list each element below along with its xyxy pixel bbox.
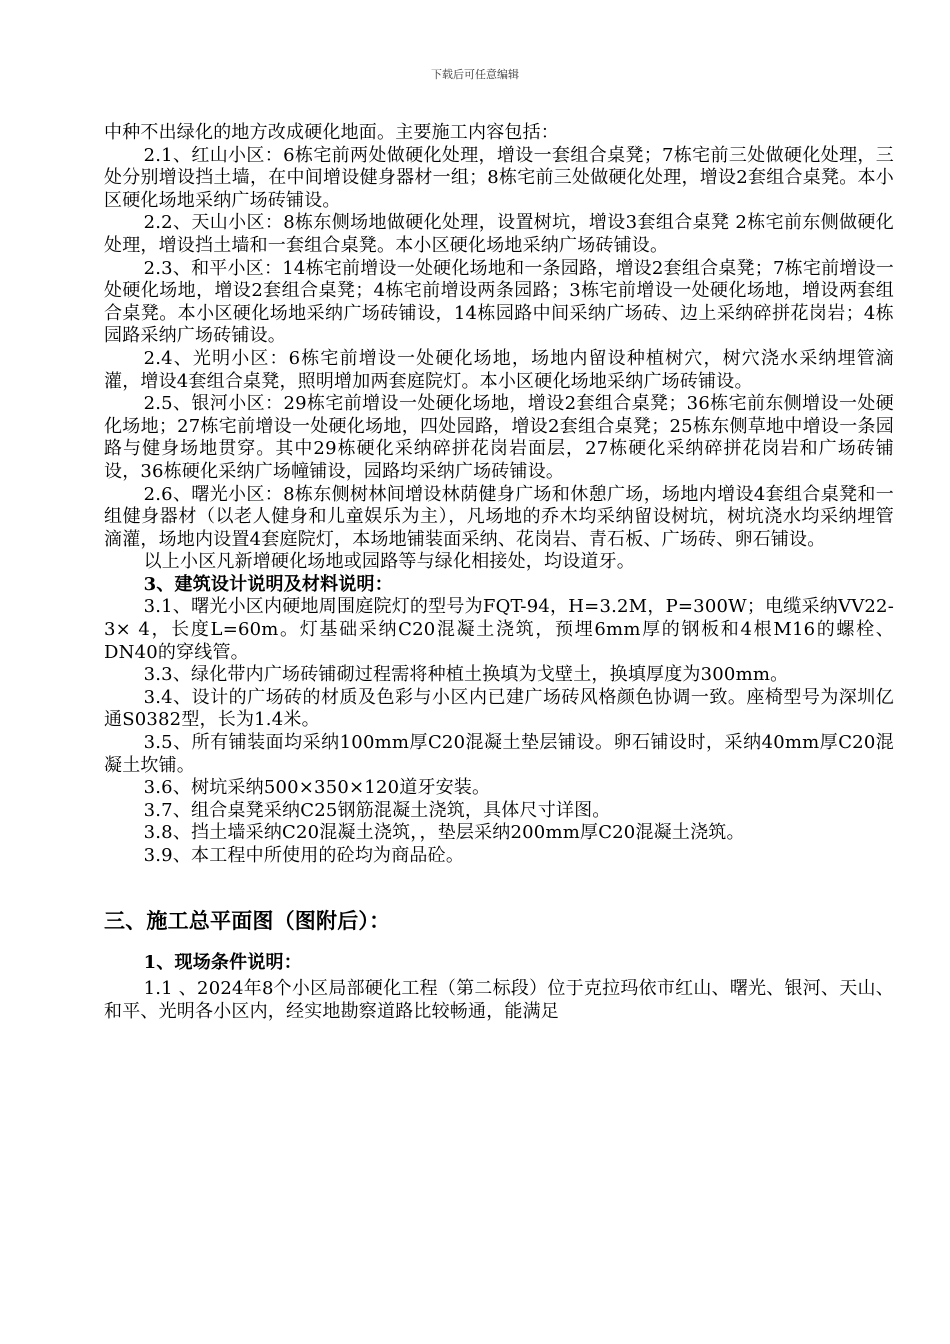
paragraph-3-8: 3.8、挡土墙采纳C20混凝土浇筑，，垫层采纳200mm厚C20混凝土浇筑。 — [143, 822, 745, 844]
paragraph-tianshan: 2.2、天山小区：8栋东侧场地做硬化处理，设置树坑，增设3套组合桌凳 2栋宅前东侧做硬化处理，增设挡土墙和一套组合桌凳。本小区硬化场地采纳广场砖铺设。 — [104, 212, 894, 256]
paragraph-3-3: 3.3、绿化带内广场砖铺砌过程需将种植土换填为戈壁土，换填厚度为300mm。 — [143, 664, 789, 686]
page-header: 下载后可任意编辑 — [431, 68, 519, 81]
paragraph-3-7: 3.7、组合桌凳采纳C25钢筋混凝土浇筑，具体尺寸详图。 — [143, 799, 611, 821]
paragraph-hongshan: 2.1、红山小区：6栋宅前两处做硬化处理，增设一套组合桌凳；7栋宅前三处做硬化处理，三处分别增设挡土墙，在中间增设健身器材一组；8栋宅前三处做硬化处理，增设2套组合桌凳。本小区硬化场地采纳广场砖铺设。 — [104, 144, 894, 211]
paragraph-continuation: 中种不出绿化的地方改成硬化地面。主要施工内容包括： — [104, 122, 559, 143]
section-title-site-plan: 三、施工总平面图（图附后）： — [104, 907, 391, 933]
paragraph-road-edge: 以上小区凡新增硬化场地或园路等与绿化相接处，均设道牙。 — [143, 551, 635, 573]
paragraph-3-9: 3.9、本工程中所使用的砼均为商品砼。 — [143, 845, 465, 866]
paragraph-3-5: 3.5、所有铺装面均采纳100mm厚C20混凝土垫层铺设。卵石铺设时，采纳40mm厚C20混凝土坎铺。 — [104, 732, 894, 776]
document-body — [104, 122, 894, 1023]
paragraph-shuguang: 2.6、曙光小区：8栋东侧树林间增设林荫健身广场和休憩广场，场地内增设4套组合桌凳和一组健身器材（以老人健身和儿童娱乐为主），凡场地的乔木均采纳留设树坑，树坑浇水均采纳埋管滴灌，场地内设置4套庭院灯，本场地铺装面采纳、花岗岩、青石板、广场砖、卵石铺设。 — [104, 483, 894, 550]
paragraph-3-6: 3.6、树坑采纳500×350×120道牙安装。 — [143, 777, 491, 799]
paragraph-3-4: 3.4、设计的广场砖的材质及色彩与小区内已建广场砖风格颜色协调一致。座椅型号为深圳亿通S0382型，长为1.4米。 — [104, 686, 894, 731]
heading-architecture-notes: 3、建筑设计说明及材料说明： — [143, 573, 393, 595]
subheading-site-conditions: 1、现场条件说明： — [143, 951, 302, 973]
paragraph-3-1: 3.1、曙光小区内硬地周围庭院灯的型号为FQT-94，H=3.2M，P=300W；电缆采纳VV22-3× 4，长度L=60m。灯基础采纳C20混凝土浇筑，预埋6mm厚的钢板和4根M16的螺栓、DN40的穿线管。 — [104, 596, 894, 663]
paragraph-1-1: 1.1 、2024年8个小区局部硬化工程（第二标段）位于克拉玛依市红山、曙光、银河、天山、和平、光明各小区内，经实地勘察道路比较畅通，能满足 — [104, 978, 894, 1022]
paragraph-guangming: 2.4、光明小区：6栋宅前增设一处硬化场地，场地内留设种植树穴，树穴浇水采纳埋管滴灌，增设4套组合桌凳，照明增加两套庭院灯。本小区硬化场地采纳广场砖铺设。 — [104, 347, 894, 392]
paragraph-yinhe: 2.5、银河小区：29栋宅前增设一处硬化场地，增设2套组合桌凳；36栋宅前东侧增设一处硬化场地；27栋宅前增设一处硬化场地，四处园路，增设2套组合桌凳；25栋东侧草地中增设一条园路与健身场地贯穿。其中29栋硬化采纳碎拼花岗岩面层，27栋硬化采纳碎拼花岗岩和广场砖铺设，36栋硬化采纳广场幢铺设，园路均采纳广场砖铺设。 — [104, 393, 894, 482]
paragraph-heping: 2.3、和平小区：14栋宅前增设一处硬化场地和一条园路，增设2套组合桌凳；7栋宅前增设一处硬化场地，增设2套组合桌凳；4栋宅前增设两条园路；3栋宅前增设一处硬化场地，增设两套组合桌凳。本小区硬化场地采纳广场砖铺设，14栋园路中间采纳广场砖、边上采纳碎拼花岗岩；4栋园路采纳广场砖铺设。 — [104, 257, 894, 347]
